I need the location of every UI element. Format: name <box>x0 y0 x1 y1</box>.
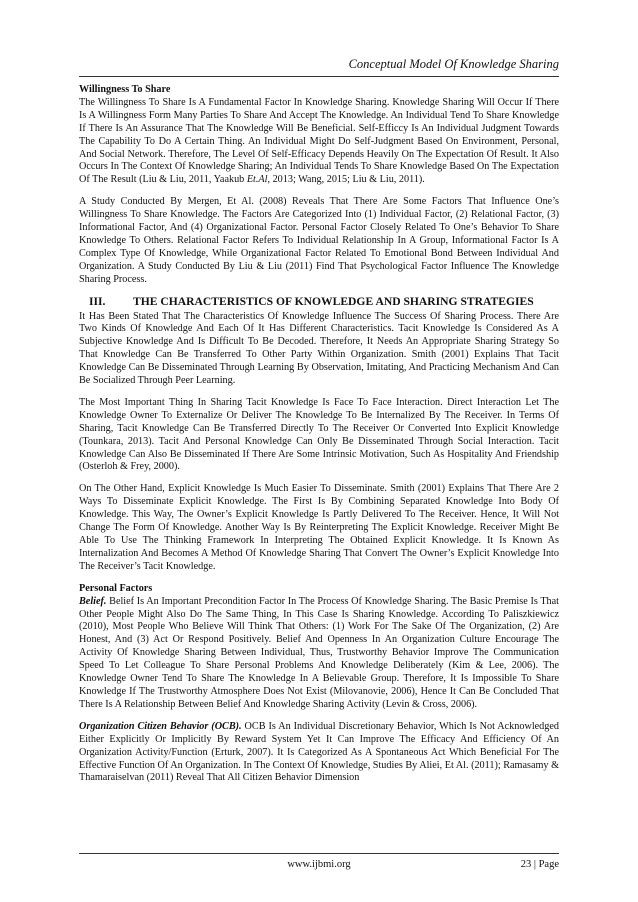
header-rule <box>79 76 559 77</box>
paragraph-ocb <box>79 721 559 786</box>
paragraph-willingness-2: A Study Conducted By Mergen, Et Al. (2008) Reveals That There Are Some Factors That Influence One’s Willingness To Share Knowledge. The Factors Are Categorized Into (1) Individual Factor, (2) Relational Factor, (3) Informational Factor, And (4) Organizational Factor. Personal Factor Closely Related To One’s Behavior To Share Knowledge To Others. Relational Factor Refers To Individual Relationship In A Group, Informational Factor Is A Complex Type Of Knowledge, While Organizational Factor Related To Emotional Bond Between Individual And Organization. A Study Conducted By Liu & Liu (2011) Find That Psychological Factor Influence The Knowledge Sharing Process. <box>79 196 559 285</box>
footer-rule <box>79 853 559 854</box>
term-ocb: Organization Citizen Behavior (OCB). <box>79 720 242 732</box>
body-text <box>79 84 559 794</box>
etal-italic: Et.Al <box>246 174 268 186</box>
paragraph-section3-1: It Has Been Stated That The Characteristics Of Knowledge Influence The Success Of Sharing Process. There Are Two Kinds Of Knowledge And Each Of It Has Different Characteristics. Tacit Knowledge Is Considered As A Subjective Knowledge And Is Difficult To Be Decoded. Therefore, It Needs An Appropriate Sharing Strategy So That Knowledge Can Be Transferred To Other Party Within Organization. Smith (2001) Explains That Tacit Knowledge Can Be Disseminated Through Learning By Observation, Imitating, And Practicing Mechanism And Can Be Socialized Through Peer Learning. <box>79 310 559 387</box>
paragraph-section3-2: The Most Important Thing In Sharing Tacit Knowledge Is Face To Face Interaction. Direct Interaction Let The Knowledge Owner To Externalize Or Deliver The Knowledge To Be Internalized By The Receiver. In Terms Of Sharing, Tacit Knowledge Can Be Transferred Directly To The Receiver Or Converted Into Explicit Knowledge (Tounkara, 2013). Tacit And Personal Knowledge Can Only Be Disseminated Through Social Interaction. Tacit Knowledge Can Also Be Disseminated If There Are Some Intrinsic Motivation, Such As Hospitality And Friendship (Osterloh & Frey, 2000). <box>79 396 559 473</box>
paragraph-belief <box>79 596 559 712</box>
footer-url: www.ijbmi.org <box>287 859 351 870</box>
running-header: Conceptual Model Of Knowledge Sharing <box>348 57 559 71</box>
subheading-willingness: Willingness To Share <box>79 84 171 95</box>
paragraph-text: Belief Is An Important Precondition Factor In The Process Of Knowledge Sharing. The Basic Premise Is That Other People Might Also Do The Same Thing, In This Case Is Sharing Knowledge. According To Paliszkiewicz (2010), Most People Who Believe Will Think That Others: (1) Work For The Sake Of The Organization, (2) Are Honest, And (3) Act Or Respond Positively. Belief And Openness In An Organization Culture Encourage The Activity Of Knowledge Sharing Between Individual, Thus, Trustworthy Behavior Improve The Communication Speed To Let Colleague To Share Personal Problems And Knowledge Deliberately (Kim & Lee, 2006). The Knowledge Owner Tend To Share The Knowledge In A Believable Group. Therefore, It Is Impossible To Share Knowledge If The Trustworthy Atmosphere Does Not Exist (Milovanovie, 2006), Hence It Can Be Concluded That There Is A Relationship Between Belief And Knowledge Sharing Activity (Levin & Cross, 2006). <box>79 595 559 710</box>
paragraph-text: , 2013; Wang, 2015; Liu & Liu, 2011). <box>267 174 425 186</box>
paragraph-willingness-1 <box>79 97 559 187</box>
footer-page-number: 23 | Page <box>520 859 559 870</box>
subheading-personal-factors: Personal Factors <box>79 582 153 594</box>
section-heading-3 <box>79 296 559 309</box>
section-title: THE CHARACTERISTICS OF KNOWLEDGE AND SHARING STRATEGIES <box>133 294 534 308</box>
section-number: III. <box>89 294 106 308</box>
paragraph-text: OCB Is An Individual Discretionary Behavior, Which Is Not Acknowledged Either Explicitly Or Implicitly By Reward System Yet It Can Improve The Efficacy And Efficiency Of An Organization Activity/Function (Erturk, 2007). It Is Categorized As A Spontaneous Act Which Beneficial For The Effective Function Of An Organization. In The Context Of Knowledge, Studies By Aliei, Et Al. (2011); Ramasamy & Thamaraiselvan (2011) Reveal That All Citizen Behavior Dimension <box>79 720 559 784</box>
paragraph-text: The Willingness To Share Is A Fundamental Factor In Knowledge Sharing. Knowledge Sharing Will Occur If There Is A Willingness Form Many Parties To Share And Accept The Knowledge. An Individual Tend To Share Knowledge If There Is An Assurance That The Knowledge Will Be Beneficial. Self-Efficcy Is An Individual Judgment Towards The Capability To Do A Certain Thing. An Individual Might Do Self-Judgment Based On Environment, Personal, And Social Network. Therefore, The Level Of Self-Efficacy Depends Heavily On The Expectation Of Result. It Also Occurs In The Context Of Knowledge Sharing; An Individual Tends To Share Knowledge Based On The Expectation Of The Result (Liu & Liu, 2011, Yaakub <box>79 96 559 186</box>
paragraph-section3-3: On The Other Hand, Explicit Knowledge Is Much Easier To Disseminate. Smith (2001) Explains That There Are 2 Ways To Disseminate Explicit Knowledge. The First Is By Combining Separated Knowledge Into Body Of Knowledge. This Way, The Owner’s Explicit Knowledge Is Partly Delivered To The Receiver. Hence, It Will Not Change The Form Of Knowledge. Another Way Is By Reinterpreting The Explicit Knowledge. Receiver Might Be Able To Use The Thinking Framework In Interpreting The Obtained Explicit Knowledge. It Is Known As Internalization And Becomes A Method Of Knowledge Sharing That Convert The Owner’s Explicit Knowledge Into The Receiver’s Tacit Knowledge. <box>79 483 559 572</box>
term-belief: Belief. <box>79 595 107 607</box>
